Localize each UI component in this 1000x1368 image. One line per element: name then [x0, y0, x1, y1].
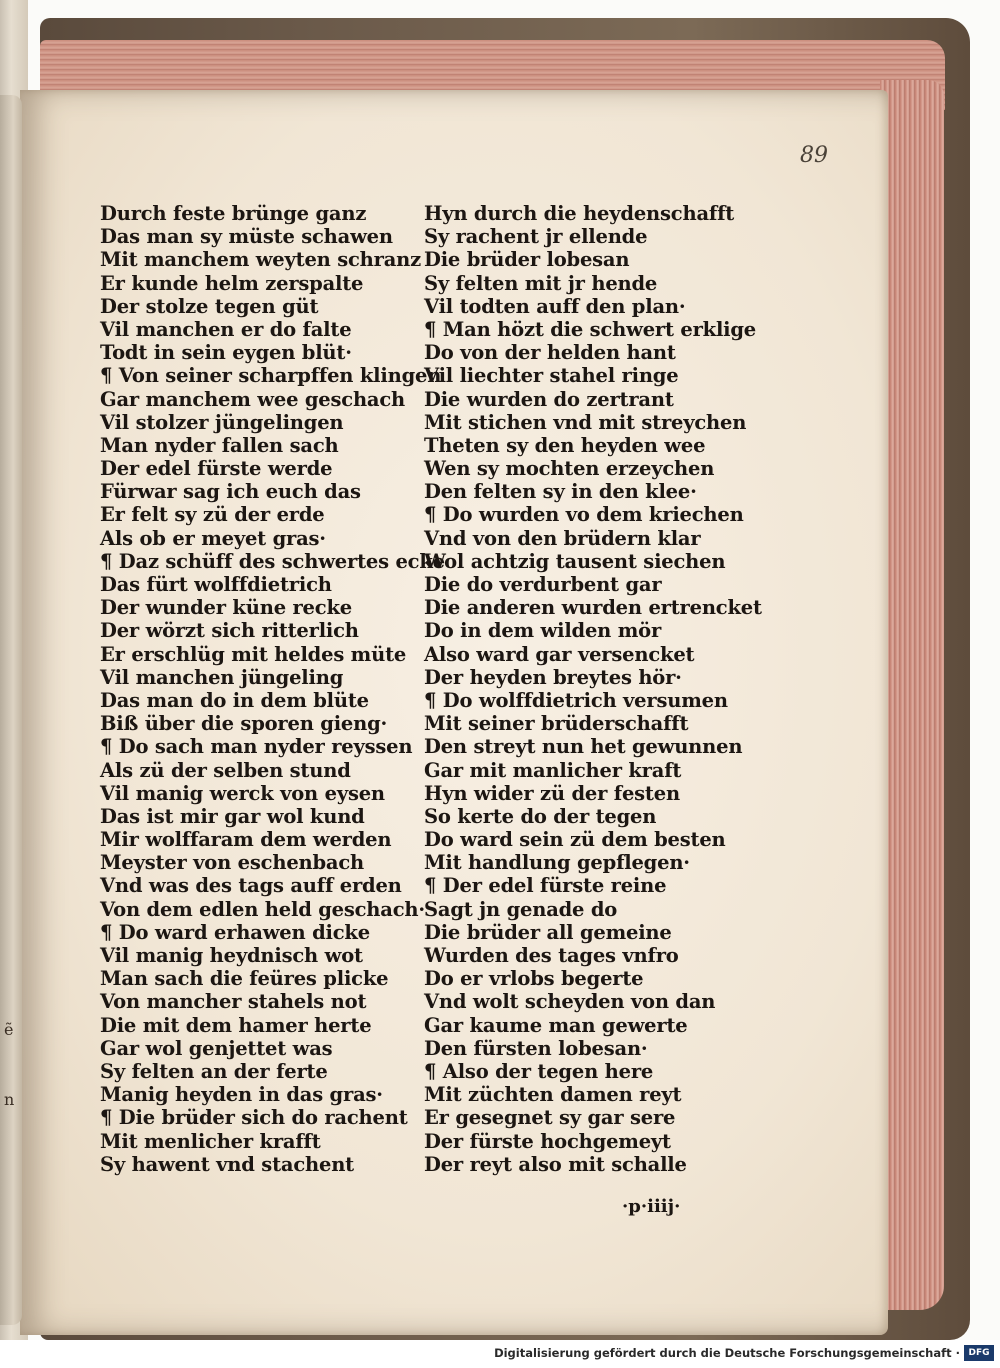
verse-line: Der stolze tegen güt — [100, 294, 319, 318]
verse-line: Der edel fürste werde — [100, 457, 333, 481]
verse-line: Der heyden breytes hör· — [424, 665, 682, 689]
verse-line: Der fürste hochgemeyt — [424, 1129, 671, 1153]
verse-line: Sy rachent jr ellende — [424, 225, 648, 249]
verse-line: Manig heyden in das gras· — [100, 1083, 383, 1107]
verse-line: Die do verdurbent gar — [424, 573, 662, 596]
verse-line: Mit manchem weyten schranz — [100, 248, 422, 272]
verse-line: Von dem edlen held geschach· — [100, 897, 425, 921]
verse-line: Mit handlung gepflegen· — [424, 851, 690, 875]
verse-line: ¶ Do sach man nyder reyssen — [100, 735, 413, 759]
verse-line: Man nyder fallen sach — [100, 433, 339, 457]
verse-line: Als zü der selben stund — [100, 758, 351, 782]
verse-line: Mir wolffaram dem werden — [100, 828, 392, 852]
verse-line: Vil manchen er do falte — [100, 317, 352, 341]
verse-line: Mit menlicher krafft — [100, 1129, 321, 1153]
verse-line: Mit stichen vnd mit streychen — [424, 410, 747, 434]
verse-line: ¶ Do ward erhawen dicke — [100, 920, 370, 944]
verse-line: Man sach die feüres plicke — [100, 967, 389, 991]
verse-line: So kerte do der tegen — [424, 804, 657, 828]
verse-line: Er gesegnet sy gar sere — [424, 1106, 676, 1130]
footer-credit: Digitalisierung gefördert durch die Deutsche Forschungsgemeinschaft · — [494, 1346, 960, 1360]
verse-line: Hyn wider zü der festen — [424, 781, 680, 805]
verse-line: Vil manig werck von eysen — [100, 781, 385, 805]
verse-line: Sy felten mit jr hende — [424, 271, 658, 295]
verse-line: Do ward sein zü dem besten — [424, 828, 726, 852]
verse-line: Gar mit manlicher kraft — [424, 758, 682, 782]
verse-line: Das man sy müste schawen — [100, 225, 393, 249]
verse-line: Als ob er meyet gras· — [100, 526, 326, 550]
verse-line: Vil todten auff den plan· — [424, 294, 686, 318]
verse-line: Fürwar sag ich euch das — [100, 480, 361, 504]
verse-line: Wol achtzig tausent siechen — [424, 549, 726, 573]
verse-line: Do er vrlobs begerte — [424, 967, 644, 991]
verse-line: Also ward gar versencket — [424, 642, 695, 666]
verse-line: Den streyt nun het gewunnen — [424, 735, 743, 759]
verse-line: Die anderen wurden ertrencket — [424, 596, 762, 620]
verse-line: Mit züchten damen reyt — [424, 1083, 682, 1107]
verse-line: ¶ Do wolffdietrich versumen — [424, 688, 728, 712]
verse-line: Gar manchem wee geschach — [100, 387, 406, 411]
verse-line: Den felten sy in den klee· — [424, 480, 697, 504]
verse-line: ¶ Der edel fürste reine — [424, 874, 667, 898]
verse-line: Biß über die sporen gieng· — [100, 712, 388, 736]
verse-line: Wurden des tages vnfro — [424, 944, 679, 967]
verse-line: Der reyt also mit schalle — [424, 1152, 687, 1176]
verse-line: Durch feste brünge ganz — [100, 202, 367, 225]
verse-line: ¶ Man hözt die schwert erklige — [424, 317, 757, 341]
verse-line: Hyn durch die heydenschafft — [424, 202, 735, 225]
margin-mark: n — [4, 1090, 15, 1109]
verse-line: Todt in sein eygen blüt· — [100, 341, 352, 365]
verse-line: ¶ Also der tegen here — [424, 1059, 654, 1083]
verse-line: Vil stolzer jüngelingen — [100, 410, 344, 434]
verse-line: Vnd wolt scheyden von dan — [424, 990, 716, 1014]
verse-line: ¶ Von seiner scharpffen klingen — [100, 364, 442, 388]
verse-line: Er erschlüg mit heldes müte — [100, 642, 407, 666]
verse-line: Theten sy den heyden wee — [424, 433, 706, 457]
verse-line: Vil manig heydnisch wot — [100, 944, 363, 967]
verse-line: Er kunde helm zerspalte — [100, 271, 364, 295]
verse-line: Do in dem wilden mör — [424, 619, 662, 643]
verse-line: Vil liechter stahel ringe — [424, 364, 679, 388]
page-edges-right — [880, 80, 944, 1310]
verse-line: Das man do in dem blüte — [100, 688, 369, 712]
verse-line: Den fürsten lobesan· — [424, 1036, 648, 1060]
verse-line: Sy felten an der ferte — [100, 1059, 328, 1083]
left-page-sliver — [0, 95, 22, 1325]
verse-line: Meyster von eschenbach — [100, 851, 365, 875]
verse-line: Die brüder lobesan — [424, 248, 630, 272]
verse-line: Gar kaume man gewerte — [424, 1013, 688, 1037]
verse-line: Die brüder all gemeine — [424, 920, 672, 944]
verse-line: Von mancher stahels not — [100, 990, 367, 1014]
verse-line: Do von der helden hant — [424, 341, 676, 365]
margin-mark: ẽ — [4, 1020, 14, 1039]
left-text-column — [100, 202, 445, 1176]
verse-line: Wen sy mochten erzeychen — [424, 457, 715, 481]
signature-mark: ·p·iiij· — [622, 1196, 681, 1217]
verse-line: Das ist mir gar wol kund — [100, 804, 365, 828]
verse-line: ¶ Do wurden vo dem kriechen — [424, 503, 744, 527]
verse-line: Mit seiner brüderschafft — [424, 712, 689, 736]
verse-line: Er felt sy zü der erde — [100, 503, 325, 527]
verse-line: Vnd was des tags auff erden — [100, 874, 402, 898]
verse-line: Vnd von den brüdern klar — [424, 526, 701, 550]
verse-line: Der wörzt sich ritterlich — [100, 619, 359, 643]
verse-line: Die mit dem hamer herte — [100, 1013, 372, 1037]
verse-line: Der wunder küne recke — [100, 596, 352, 620]
verse-line: ¶ Daz schüff des schwertes ecke — [100, 549, 445, 573]
dfg-logo: DFG — [964, 1345, 994, 1361]
verse-line: Die wurden do zertrant — [424, 387, 674, 411]
verse-line: Gar wol genjettet was — [100, 1036, 333, 1060]
verse-line: ¶ Die brüder sich do rachent — [100, 1106, 408, 1130]
right-text-column — [424, 202, 762, 1176]
verse-line: Das fürt wolffdietrich — [100, 573, 332, 596]
verse-line: Sagt jn genade do — [424, 897, 618, 921]
verse-line: Vil manchen jüngeling — [100, 665, 344, 689]
folio-number: 89 — [800, 143, 828, 168]
verse-line: Sy hawent vnd stachent — [100, 1152, 354, 1176]
